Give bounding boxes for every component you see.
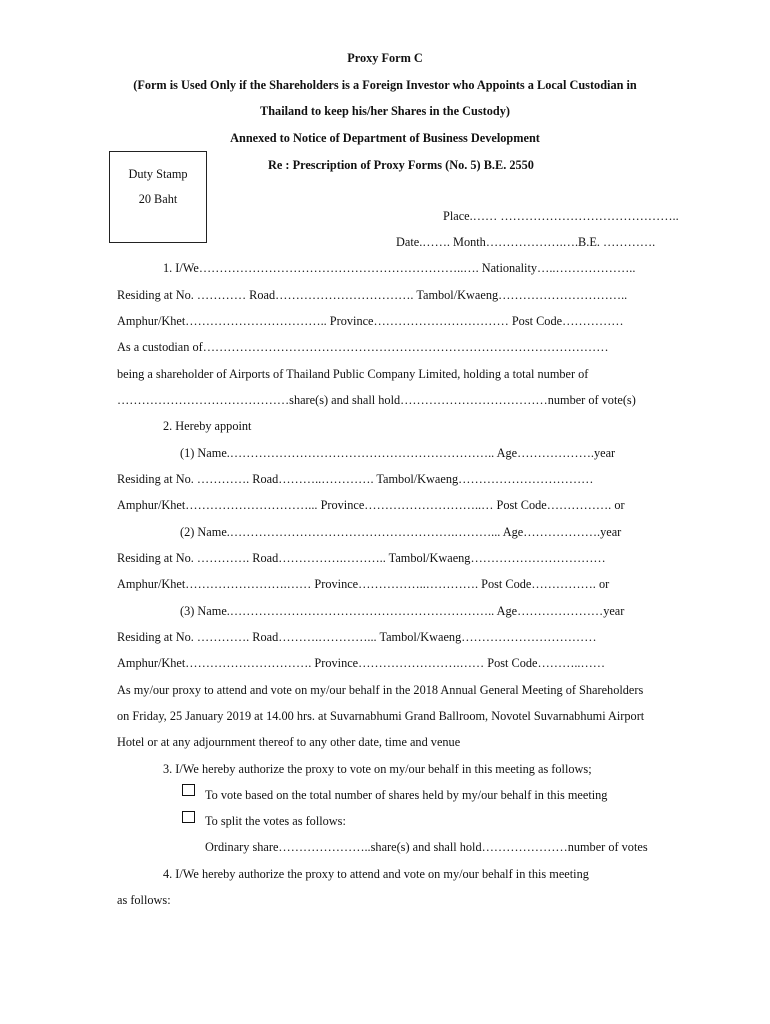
prescription-line: Re : Prescription of Proxy Forms (No. 5) B.E. 2550 [268, 158, 534, 172]
duty-stamp-box [109, 151, 207, 243]
section-1-amphur-line[interactable]: Amphur/Khet…………………………….. Province…………………………… Post Code…………… [117, 314, 624, 328]
proxy-3-name-line[interactable]: (3) Name.……………………………………………………….. Age…………………year [180, 604, 625, 618]
date-field[interactable]: Date.……. Month……………….….B.E. …………. [396, 235, 656, 249]
section-1-address-line[interactable]: Residing at No. ………… Road……………………………. Tambol/Kwaeng………………………….. [117, 288, 628, 302]
duty-stamp-amount: 20 Baht [138, 192, 178, 206]
proxy-statement-line-1: As my/our proxy to attend and vote on my/our behalf in the 2018 Annual General Meeting of Shareholders [117, 683, 644, 697]
split-votes-checkbox[interactable] [182, 811, 195, 823]
shares-votes-line[interactable]: ……………………………………share(s) and shall hold………………………………number of vote(s) [117, 393, 636, 407]
section-2-heading: 2. Hereby appoint [163, 419, 252, 433]
shareholder-text: being a shareholder of Airports of Thailand Public Company Limited, holding a total number of [117, 367, 589, 381]
duty-stamp-label: Duty Stamp [128, 167, 188, 181]
proxy-1-amphur-line[interactable]: Amphur/Khet…………………………... Province………………………..… Post Code……………. or [117, 498, 625, 512]
form-subtitle-line-2: Thailand to keep his/her Shares in the Custody) [260, 104, 510, 118]
section-4-continuation: as follows: [117, 893, 171, 907]
ordinary-share-line[interactable]: Ordinary share…………………..share(s) and shall hold…………………number of votes [205, 840, 648, 854]
proxy-2-address-line[interactable]: Residing at No. …………. Road…………….……….. Tambol/Kwaeng…………………………… [117, 551, 606, 565]
section-4-heading: 4. I/We hereby authorize the proxy to attend and vote on my/our behalf in this meeting [163, 867, 589, 881]
split-votes-label: To split the votes as follows: [205, 814, 346, 828]
proxy-2-amphur-line[interactable]: Amphur/Khet…………………….…… Province……………..…………. Post Code……………. or [117, 577, 610, 591]
proxy-2-name-line[interactable]: (2) Name.……………………………………………….………... Age……………….year [180, 525, 622, 539]
place-field[interactable]: Place.…… …………………………………….. [443, 209, 679, 223]
annex-line: Annexed to Notice of Department of Business Development [230, 131, 540, 145]
proxy-statement-line-2: on Friday, 25 January 2019 at 14.00 hrs. at Suvarnabhumi Grand Ballroom, Novotel Suvarnabhumi Airport [117, 709, 645, 723]
custodian-line[interactable]: As a custodian of……………………………………………………………………………………… [117, 340, 609, 354]
vote-total-label: To vote based on the total number of shares held by my/our behalf in this meeting [205, 788, 608, 802]
proxy-1-address-line[interactable]: Residing at No. …………. Road………..…………. Tambol/Kwaeng…………………………… [117, 472, 594, 486]
form-subtitle-line-1: (Form is Used Only if the Shareholders is a Foreign Investor who Appoints a Local Custodian in [133, 78, 637, 92]
proxy-statement-line-3: Hotel or at any adjournment thereof to any other date, time and venue [117, 735, 461, 749]
form-title: Proxy Form C [347, 51, 423, 65]
section-1-name-line[interactable]: 1. I/We………………………………………………………..…. Nationality…..……………….. [163, 261, 636, 275]
vote-total-checkbox[interactable] [182, 784, 195, 796]
proxy-3-amphur-line[interactable]: Amphur/Khet…………………………. Province…………………….…… Post Code………..…… [117, 656, 606, 670]
section-3-heading: 3. I/We hereby authorize the proxy to vote on my/our behalf in this meeting as follows; [163, 762, 592, 776]
proxy-3-address-line[interactable]: Residing at No. …………. Road……….…………... Tambol/Kwaeng…………………………… [117, 630, 597, 644]
proxy-1-name-line[interactable]: (1) Name.……………………………………………………….. Age……………….year [180, 446, 616, 460]
